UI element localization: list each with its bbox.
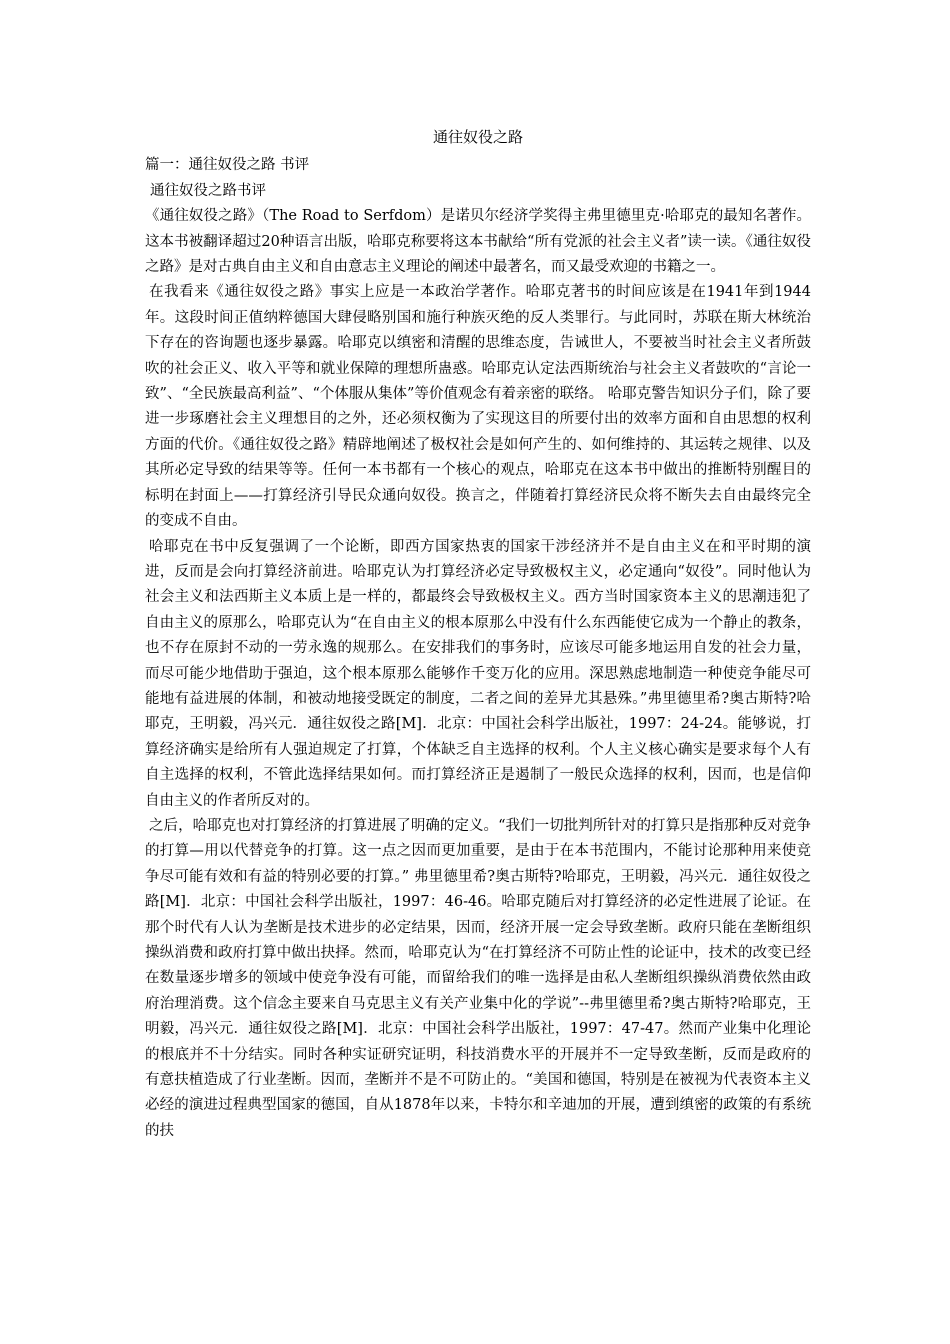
document-title: 通往奴役之路 [432,128,523,146]
paragraph-intro: 《通往奴役之路》（The Road to Serfdom）是诺贝尔经济学奖得主弗里德里克·哈耶克的最知名著作。这本书被翻译超过20种语言出版，哈耶克称要将这本书献给“所有党派的社会主义者”读一读。《通往奴役之路》是对古典自由主义和自由意志主义理论的阐述中最著名，而又最受欢迎的书籍之一。 [145,208,811,276]
section-heading: 篇一：通往奴役之路 书评 [145,157,310,174]
paragraph-definition: 之后，哈耶克也对打算经济的打算进展了明确的定义。“我们一切批判所针对的打算只是指那种反对竞争的打算—用以代替竞争的打算。这一点之因而更加重要，是由于在本书范围内，不能讨论那种用来使竞争尽可能有效和有益的特别必要的打算。” 弗里德里希?奥古斯特?哈耶克，王明毅，冯兴元．通往奴役之路[M]．北京：中国社会科学出版社，1997：46-46。哈耶克随后对打算经济的必定性进展了论证。在那个时代有人认为垄断是技术进步的必定结果，因而，经济开展一定会导致垄断。政府只能在垄断组织操纵消费和政府打算中做出抉择。然而，哈耶克认为“在打算经济不可防止性的论证中，技术的改变已经在数量逐步增多的领域中使竞争没有可能，而留给我们的唯一选择是由私人垄断组织操纵消费依然由政府治理消费。这个信念主要来自马克思主义有关产业集中化的学说”--弗里德里希?奥古斯特?哈耶克，王明毅，冯兴元．通往奴役之路[M]．北京：中国社会科学出版社，1997：47-47。然而产业集中化理论的根底并不十分结实。同时各种实证研究证明，科技消费水平的开展并不一定导致垄断，反而是政府的有意扶植造成了行业垄断。因而，垄断并不是不可防止的。“美国和德国，特别是在被视为代表资本主义必经的演进过程典型国家的德国，自从1878年以来，卡特尔和辛迪加的开展，遭到缜密的政策的有系统的扶 [145,817,811,1139]
paragraph-political-work: 在我看来《通往奴役之路》事实上应是一本政治学著作。哈耶克著书的时间应该是在1941年到1944年。这段时间正值纳粹德国大肆侵略别国和施行种族灭绝的反人类罪行。与此同时，苏联在斯大林统治下存在的咨询题也逐步暴露。哈耶克以缜密和清醒的思维态度，告诫世人，不要被当时社会主义者所鼓吹的社会正义、收入平等和就业保障的理想所蛊惑。哈耶克认定法西斯统治与社会主义者鼓吹的“言论一致”、“全民族最高利益”、“个体服从集体”等价值观念有着亲密的联络。 哈耶克警告知识分子们，除了要进一步琢磨社会主义理想目的之外，还必须权衡为了实现这目的所要付出的效率方面和自由思想的权利方面的代价。《通往奴役之路》精辟地阐述了极权社会是如何产生的、如何维持的、其运转之规律、以及其所必定导致的结果等等。任何一本书都有一个核心的观点，哈耶克在这本书中做出的推断特别醒目的标明在封面上——打算经济引导民众通向奴役。换言之，伴随着打算经济民众将不断失去自由最终完全的变成不自由。 [145,284,811,530]
paragraph-planned-economy: 哈耶克在书中反复强调了一个论断，即西方国家热衷的国家干涉经济并不是自由主义在和平时期的演进，反而是会向打算经济前进。哈耶克认为打算经济必定导致极权主义，必定通向“奴役”。同时他认为社会主义和法西斯主义本质上是一样的，都最终会导致极权主义。西方当时国家资本主义的思潮违犯了自由主义的原那么，哈耶克认为“在自由主义的根本原那么中没有什么东西能使它成为一个静止的教条，也不存在原封不动的一劳永逸的规那么。在安排我们的事务时，应该尽可能多地运用自发的社会力量，而尽可能少地借助于强迫，这个根本原那么能够作千变万化的应用。深思熟虑地制造一种使竞争能尽可能地有益进展的体制，和被动地接受既定的制度，二者之间的差异尤其悬殊。”弗里德里希?奥古斯特?哈耶克，王明毅，冯兴元．通往奴役之路[M]．北京：中国社会科学出版社，1997：24-24。能够说，打算经济确实是给所有人强迫规定了打算，个体缺乏自主选择的权利。个人主义核心确实是要求每个人有自主选择的权利，不管此选择结果如何。而打算经济正是遏制了一般民众选择的权利，因而，也是信仰自由主义的作者所反对的。 [145,538,811,809]
document-page [145,125,811,1144]
sub-heading: 通往奴役之路书评 [150,182,266,199]
